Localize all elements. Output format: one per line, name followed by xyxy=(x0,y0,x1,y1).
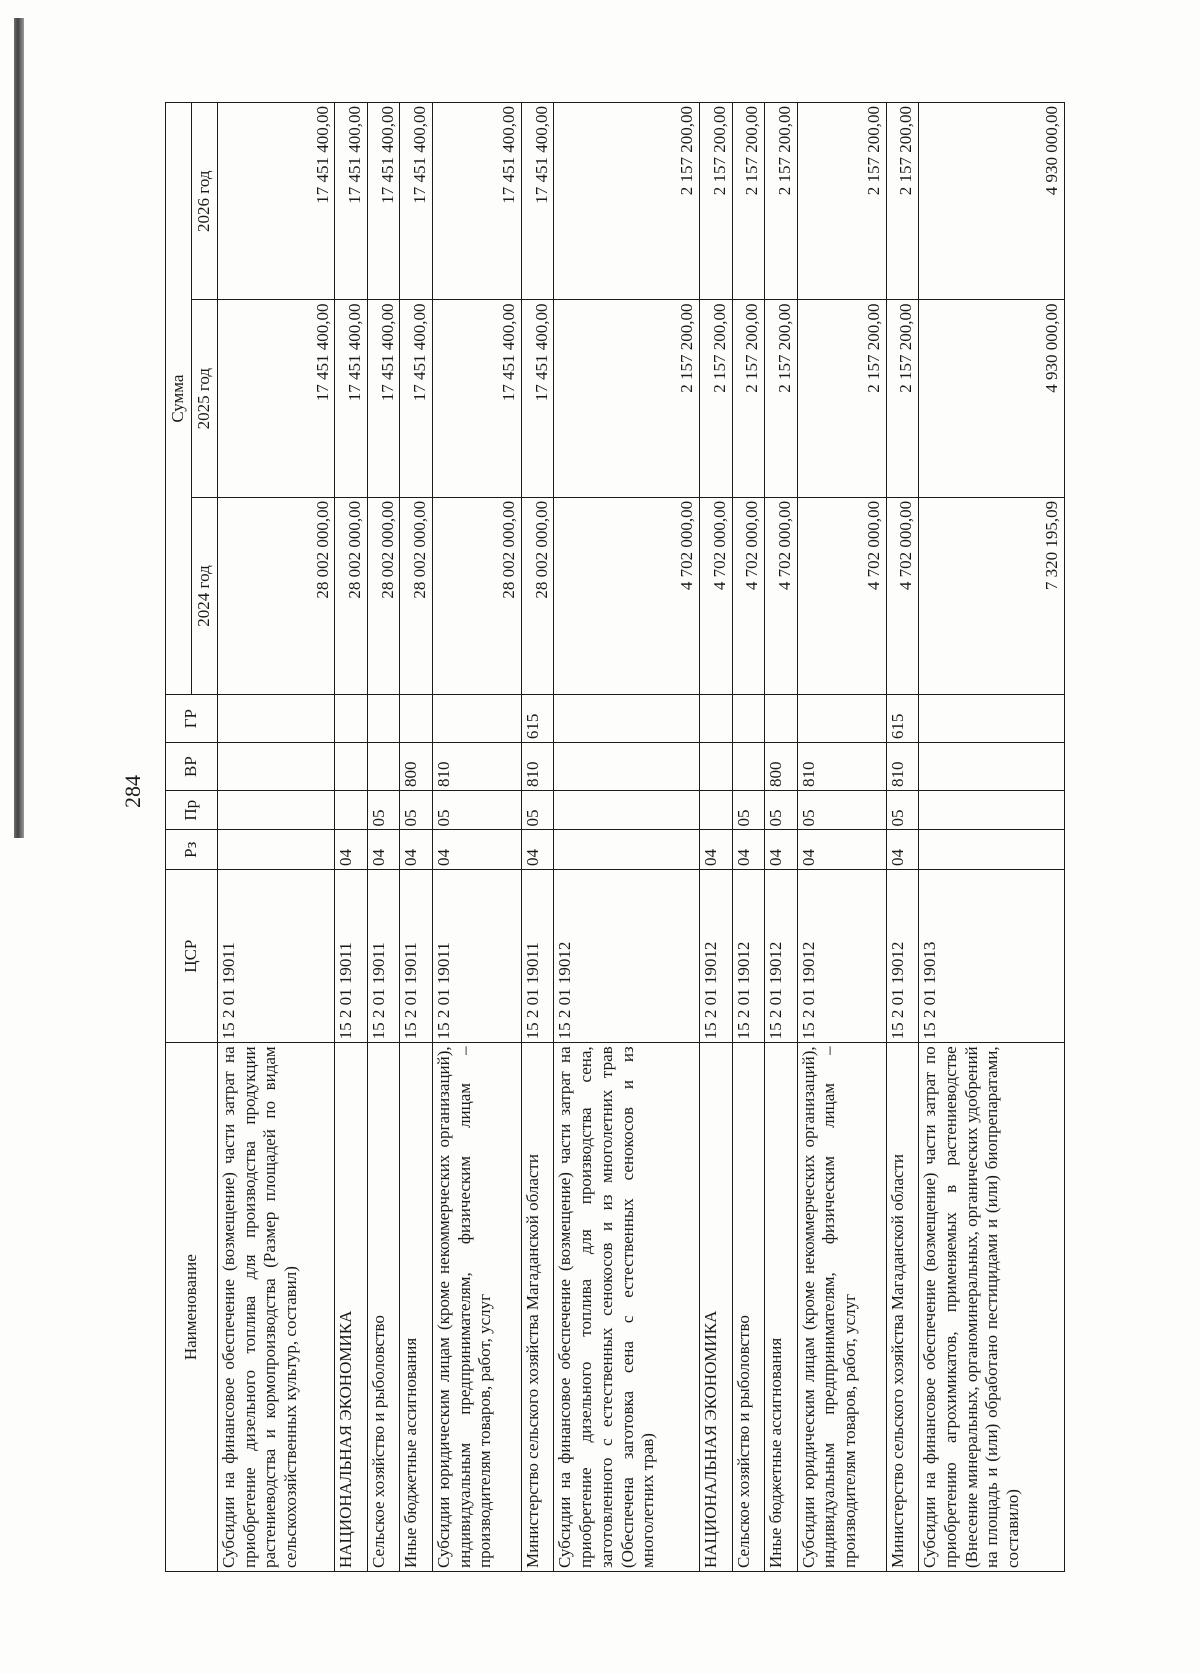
cell-gr xyxy=(700,695,732,743)
cell-name: Министерство сельского хозяйства Магаданской области xyxy=(886,1043,918,1572)
cell-2026: 2 157 200,00 xyxy=(700,103,732,300)
cell-rz: 04 xyxy=(765,830,797,869)
cell-gr xyxy=(367,695,399,743)
cell-pr: 05 xyxy=(797,791,886,830)
cell-2025: 17 451 400,00 xyxy=(432,300,521,497)
cell-pr: 05 xyxy=(732,791,764,830)
table-row xyxy=(797,103,886,1572)
cell-gr xyxy=(335,695,367,743)
header-vr: ВР xyxy=(166,743,218,791)
cell-name: Субсидии на финансовое обеспечение (возмещение) части затрат на приобретение дизельного топлива для производства сена, заготовленного с естественных сенокосов и из многолетних трав (Обеспечена заготовка сена с естественных сенокосов и из многолетних трав) xyxy=(554,1043,700,1572)
cell-rz: 04 xyxy=(367,830,399,869)
cell-pr: 05 xyxy=(367,791,399,830)
cell-gr xyxy=(400,695,432,743)
cell-rz: 04 xyxy=(335,830,367,869)
table-row xyxy=(432,103,521,1572)
cell-pr: 05 xyxy=(886,791,918,830)
cell-pr xyxy=(335,791,367,830)
cell-2024: 28 002 000,00 xyxy=(432,497,521,694)
header-csr: ЦСР xyxy=(166,869,218,1042)
cell-2024: 28 002 000,00 xyxy=(218,497,335,694)
header-2026: 2026 год xyxy=(192,103,218,300)
cell-name: Субсидии юридическим лицам (кроме некоммерческих организаций), индивидуальным предпринимателям, физическим лицам – производителям товаров, работ, услуг xyxy=(432,1043,521,1572)
cell-2026: 2 157 200,00 xyxy=(886,103,918,300)
cell-2026: 2 157 200,00 xyxy=(554,103,700,300)
cell-name: Иные бюджетные ассигнования xyxy=(400,1043,432,1572)
cell-2025: 17 451 400,00 xyxy=(335,300,367,497)
cell-csr: 15 2 01 19012 xyxy=(765,869,797,1042)
cell-csr: 15 2 01 19011 xyxy=(335,869,367,1042)
cell-pr xyxy=(218,791,335,830)
cell-rz: 04 xyxy=(732,830,764,869)
cell-2024: 4 702 000,00 xyxy=(554,497,700,694)
budget-table-container xyxy=(165,102,1065,1572)
cell-2025: 17 451 400,00 xyxy=(367,300,399,497)
header-rz: Рз xyxy=(166,830,218,869)
page-number: 284 xyxy=(120,775,145,808)
cell-gr xyxy=(765,695,797,743)
cell-pr: 05 xyxy=(765,791,797,830)
table-row xyxy=(700,103,732,1572)
cell-gr xyxy=(919,695,1065,743)
cell-pr: 05 xyxy=(400,791,432,830)
cell-2024: 28 002 000,00 xyxy=(335,497,367,694)
cell-2025: 2 157 200,00 xyxy=(765,300,797,497)
cell-name: Сельское хозяйство и рыболовство xyxy=(367,1043,399,1572)
cell-2024: 7 320 195,09 xyxy=(919,497,1065,694)
cell-vr xyxy=(367,743,399,791)
cell-csr: 15 2 01 19011 xyxy=(400,869,432,1042)
cell-2026: 17 451 400,00 xyxy=(335,103,367,300)
table-row xyxy=(218,103,335,1572)
cell-name: Министерство сельского хозяйства Магаданской области xyxy=(521,1043,553,1572)
cell-name: Иные бюджетные ассигнования xyxy=(765,1043,797,1572)
cell-vr xyxy=(554,743,700,791)
cell-rz xyxy=(218,830,335,869)
header-name: Наименование xyxy=(166,1043,218,1572)
cell-2025: 17 451 400,00 xyxy=(400,300,432,497)
cell-2024: 4 702 000,00 xyxy=(700,497,732,694)
cell-gr xyxy=(554,695,700,743)
cell-csr: 15 2 01 19012 xyxy=(797,869,886,1042)
cell-vr xyxy=(700,743,732,791)
table-row xyxy=(732,103,764,1572)
cell-csr: 15 2 01 19012 xyxy=(886,869,918,1042)
cell-rz: 04 xyxy=(521,830,553,869)
header-2024: 2024 год xyxy=(192,497,218,694)
cell-pr xyxy=(919,791,1065,830)
cell-csr: 15 2 01 19012 xyxy=(700,869,732,1042)
table-body xyxy=(218,103,1065,1572)
cell-2025: 17 451 400,00 xyxy=(521,300,553,497)
header-sum: Сумма xyxy=(166,103,192,695)
cell-2024: 4 702 000,00 xyxy=(732,497,764,694)
cell-2026: 17 451 400,00 xyxy=(432,103,521,300)
cell-csr: 15 2 01 19011 xyxy=(521,869,553,1042)
cell-name: Субсидии юридическим лицам (кроме некоммерческих организаций), индивидуальным предпринимателям, физическим лицам – производителям товаров, работ, услуг xyxy=(797,1043,886,1572)
cell-rz xyxy=(554,830,700,869)
cell-gr: 615 xyxy=(521,695,553,743)
cell-pr: 05 xyxy=(432,791,521,830)
cell-gr xyxy=(797,695,886,743)
cell-pr xyxy=(700,791,732,830)
table-row xyxy=(521,103,553,1572)
cell-vr: 810 xyxy=(886,743,918,791)
cell-vr xyxy=(335,743,367,791)
cell-csr: 15 2 01 19012 xyxy=(732,869,764,1042)
header-gr: ГР xyxy=(166,695,218,743)
cell-vr xyxy=(218,743,335,791)
cell-rz xyxy=(919,830,1065,869)
cell-gr: 615 xyxy=(886,695,918,743)
cell-2026: 2 157 200,00 xyxy=(765,103,797,300)
table-row xyxy=(367,103,399,1572)
cell-2024: 28 002 000,00 xyxy=(400,497,432,694)
cell-pr xyxy=(554,791,700,830)
cell-2024: 28 002 000,00 xyxy=(367,497,399,694)
cell-vr: 810 xyxy=(432,743,521,791)
cell-vr: 800 xyxy=(400,743,432,791)
cell-name: НАЦИОНАЛЬНАЯ ЭКОНОМИКА xyxy=(700,1043,732,1572)
cell-name: Субсидии на финансовое обеспечение (возмещение) части затрат на приобретение дизельного топлива для производства продукции растениеводства и кормопроизводства (Размер площадей по видам сельскохозяйственных культур, составил) xyxy=(218,1043,335,1572)
cell-rz: 04 xyxy=(797,830,886,869)
cell-csr: 15 2 01 19011 xyxy=(432,869,521,1042)
cell-2026: 2 157 200,00 xyxy=(732,103,764,300)
cell-2025: 2 157 200,00 xyxy=(886,300,918,497)
table-row xyxy=(400,103,432,1572)
table-row xyxy=(554,103,700,1572)
cell-name: НАЦИОНАЛЬНАЯ ЭКОНОМИКА xyxy=(335,1043,367,1572)
cell-2025: 2 157 200,00 xyxy=(554,300,700,497)
cell-rz: 04 xyxy=(700,830,732,869)
cell-vr: 810 xyxy=(521,743,553,791)
cell-csr: 15 2 01 19012 xyxy=(554,869,700,1042)
cell-rz: 04 xyxy=(400,830,432,869)
budget-table xyxy=(165,102,1065,1572)
table-row xyxy=(765,103,797,1572)
cell-rz: 04 xyxy=(432,830,521,869)
table-row xyxy=(886,103,918,1572)
cell-2024: 4 702 000,00 xyxy=(886,497,918,694)
scan-edge-shadow xyxy=(14,18,24,838)
cell-2026: 2 157 200,00 xyxy=(797,103,886,300)
cell-gr xyxy=(218,695,335,743)
cell-2025: 17 451 400,00 xyxy=(218,300,335,497)
cell-2024: 28 002 000,00 xyxy=(521,497,553,694)
cell-2026: 17 451 400,00 xyxy=(218,103,335,300)
cell-2024: 4 702 000,00 xyxy=(797,497,886,694)
cell-name: Сельское хозяйство и рыболовство xyxy=(732,1043,764,1572)
cell-2026: 17 451 400,00 xyxy=(521,103,553,300)
cell-2025: 2 157 200,00 xyxy=(700,300,732,497)
cell-name: Субсидии на финансовое обеспечение (возмещение) части затрат по приобретению агрохимикатов, применяемых в растениеводстве (Внесение минеральных, органоминеральных, органических удобрений на площадь и (или) обработано пестицидами и (или) биопрепаратами, составило) xyxy=(919,1043,1065,1572)
cell-pr: 05 xyxy=(521,791,553,830)
header-pr: Пр xyxy=(166,791,218,830)
cell-vr: 800 xyxy=(765,743,797,791)
cell-gr xyxy=(732,695,764,743)
cell-2026: 17 451 400,00 xyxy=(367,103,399,300)
cell-csr: 15 2 01 19013 xyxy=(919,869,1065,1042)
cell-csr: 15 2 01 19011 xyxy=(367,869,399,1042)
cell-gr xyxy=(432,695,521,743)
cell-vr xyxy=(919,743,1065,791)
cell-vr xyxy=(732,743,764,791)
cell-2024: 4 702 000,00 xyxy=(765,497,797,694)
cell-2025: 2 157 200,00 xyxy=(797,300,886,497)
cell-2026: 4 930 000,00 xyxy=(919,103,1065,300)
table-row xyxy=(919,103,1065,1572)
table-row xyxy=(335,103,367,1572)
cell-2025: 2 157 200,00 xyxy=(732,300,764,497)
header-2025: 2025 год xyxy=(192,300,218,497)
cell-vr: 810 xyxy=(797,743,886,791)
cell-csr: 15 2 01 19011 xyxy=(218,869,335,1042)
cell-2026: 17 451 400,00 xyxy=(400,103,432,300)
cell-2025: 4 930 000,00 xyxy=(919,300,1065,497)
cell-rz: 04 xyxy=(886,830,918,869)
